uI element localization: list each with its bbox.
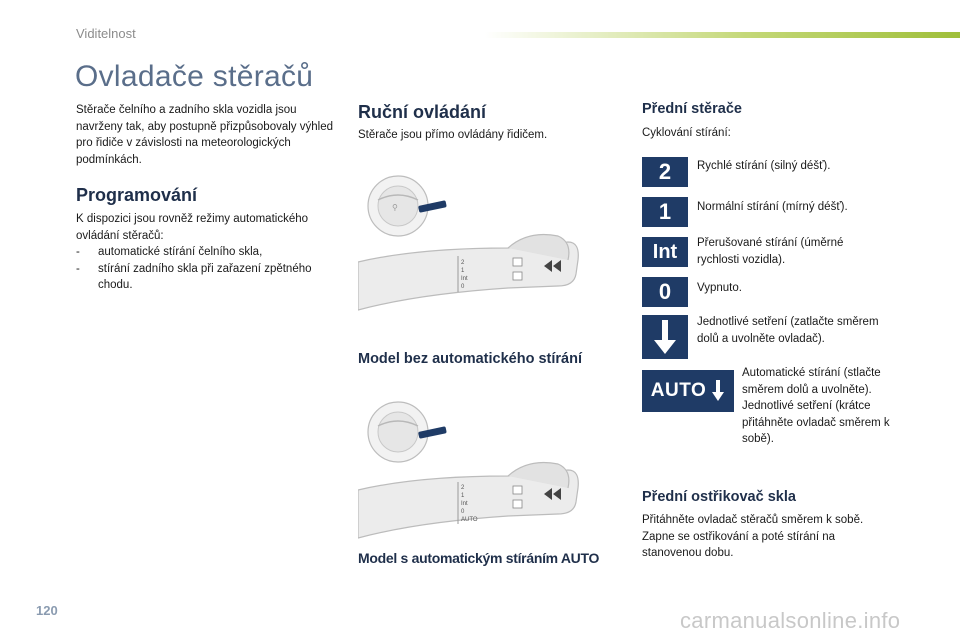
page-number: 120 [36, 603, 58, 618]
lever2-label-auto: AUTO [461, 517, 478, 523]
lever2-label-0: 0 [461, 509, 465, 515]
single-wipe-text: Jednotlivé setření (zatlačte směrem dolů a uvolněte ovladač). [697, 316, 879, 345]
down-arrow-icon [652, 318, 678, 356]
list-item-text: automatické stírání čelního skla, [98, 246, 263, 258]
predni-sterace-heading: Přední stěrače [642, 101, 742, 117]
model-without-auto-caption: Model bez automatického stírání [358, 351, 582, 367]
lever1-label-0: 0 [461, 284, 465, 290]
mode-2-text: Rychlé stírání (silný déšť). [697, 160, 831, 172]
list-item [76, 261, 336, 294]
list-item-text: stírání zadního skla při zařazení zpětného chodu. [98, 262, 312, 291]
lever1-label-1: 1 [461, 268, 465, 274]
page-title: Ovladače stěračů [75, 60, 314, 93]
mode-1-badge: 1 [642, 197, 688, 227]
header-gradient-line [485, 32, 960, 38]
section-label: Viditelnost [76, 26, 136, 41]
svg-text:⚲: ⚲ [392, 203, 398, 212]
auto-badge [642, 370, 734, 412]
wiper-lever-illustration-2 [358, 398, 580, 546]
ostrikovac-text: Přitáhněte ovladač stěračů směrem k sobě. Zapne se ostřikování a poté stírání na stanovenou dobu. [642, 514, 864, 559]
rucni-heading: Ruční ovládání [358, 102, 487, 122]
mode-int-badge: Int [642, 237, 688, 267]
mode-0-badge: 0 [642, 277, 688, 307]
auto-badge-label: AUTO [650, 380, 707, 401]
list-item [76, 244, 336, 261]
programovani-text [76, 211, 336, 294]
programovani-heading: Programování [76, 185, 198, 205]
mode-2-badge: 2 [642, 157, 688, 187]
programovani-intro: K dispozici jsou rovněž režimy automatického ovládání stěračů: [76, 213, 309, 242]
auto-mode-text: Automatické stírání (stlačte směrem dolů a uvolněte). Jednotlivé setření (krátce přitáhněte ovladač směrem k sobě). [742, 367, 890, 445]
down-arrow-icon [642, 315, 688, 359]
lever2-label-int: Int [461, 501, 468, 507]
mode-int-text: Přerušované stírání (úměrné rychlosti vozidla). [697, 237, 844, 266]
watermark: carmanualsonline.info [680, 608, 901, 633]
model-with-auto-caption: Model s automatickým stíráním AUTO [358, 550, 600, 566]
lever1-label-2: 2 [461, 260, 465, 266]
lever1-label-int: Int [461, 276, 468, 282]
down-arrow-icon [711, 379, 725, 403]
intro-paragraph: Stěrače čelního a zadního skla vozidla jsou navrženy tak, aby postupně přizpůsobovaly výhled pro řidiče v závislosti na meteorologických podmínkách. [76, 104, 333, 166]
rucni-text: Stěrače jsou přímo ovládány řidičem. [358, 129, 548, 141]
lever2-label-1: 1 [461, 493, 465, 499]
ostrikovac-heading: Přední ostřikovač skla [642, 489, 796, 505]
cycling-label: Cyklování stírání: [642, 127, 731, 139]
wiper-lever-illustration-1 [358, 170, 580, 318]
mode-1-text: Normální stírání (mírný déšť). [697, 201, 848, 213]
mode-0-text: Vypnuto. [697, 282, 742, 294]
lever2-label-2: 2 [461, 485, 465, 491]
list-dash: - [76, 262, 80, 275]
list-dash: - [76, 246, 80, 258]
